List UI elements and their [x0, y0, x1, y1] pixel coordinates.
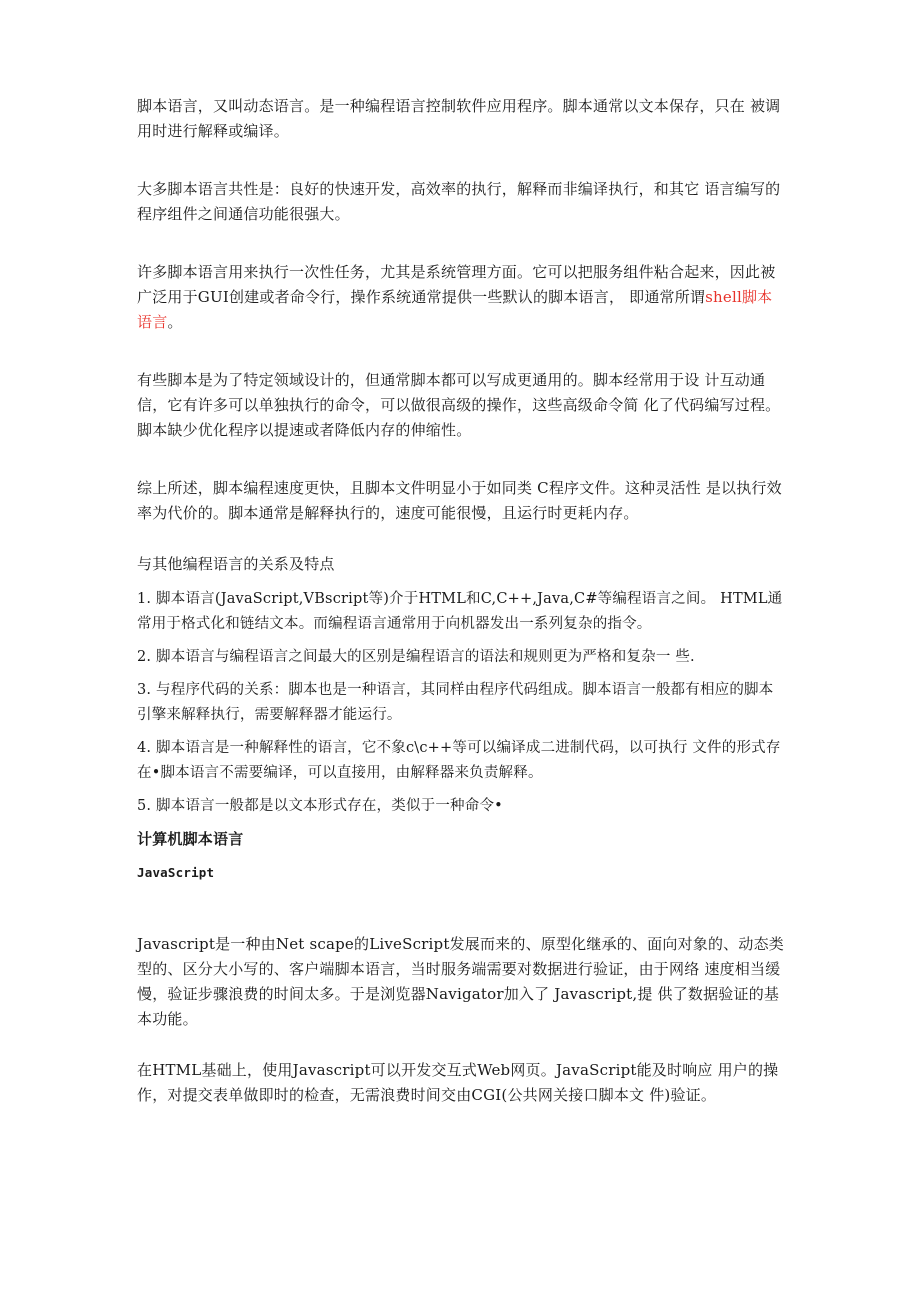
- common-traits-paragraph: 大多脚本语言共性是：良好的快速开发，高效率的执行，解释而非编译执行，和其它 语言编写的程序组件之间通信功能很强大。: [137, 180, 781, 223]
- tasks-paragraph: [137, 260, 787, 335]
- intro-paragraph: 脚本语言，又叫动态语言。是一种编程语言控制软件应用程序。脚本通常以文本保存，只在 被调用时进行解释或编译。: [137, 97, 781, 140]
- document-page: [137, 94, 787, 1141]
- tasks-text: 许多脚本语言用来执行一次性任务，尤其是系统管理方面。它可以把服务组件粘合起来，因此被广泛用于GUI创建或者命令行，操作系统通常提供一些默认的脚本语言， 即通常所谓: [137, 263, 776, 306]
- list-item: 5. 脚本语言一般都是以文本形式存在，类似于一种命令•: [137, 798, 503, 814]
- javascript-paragraph: Javascript是一种由Net scape的LiveScript发展而来的、原型化继承的、面向对象的、动态类型的、区分大小写的、客户端脚本语言，当时服务端需要对数据进行验证，由于网络 速度相当缓慢，验证步骤浪费的时间太多。于是浏览器Navigator加入了 Javascript,提 供了数据验证的基本功能。: [137, 935, 784, 1028]
- list-item: 1. 脚本语言(JavaScript,VBscript等)介于HTML和C,C++,Java,C#等编程语言之间。 HTML通常用于格式化和链结文本。而编程语言通常用于向机器发出一系列复杂的指令。: [137, 591, 783, 632]
- tasks-text-end: 。: [167, 313, 183, 331]
- domain-specific-paragraph: 有些脚本是为了特定领域设计的，但通常脚本都可以写成更通用的。脚本经常用于设 计互动通信，它有许多可以单独执行的命令，可以做很高级的操作，这些高级命令简 化了代码编写过程。脚本缺少优化程序以提速或者降低内存的伸缩性。: [137, 371, 781, 439]
- computer-scripts-heading: 计算机脚本语言: [137, 830, 244, 848]
- list-item: 2. 脚本语言与编程语言之间最大的区别是编程语言的语法和规则更为严格和复杂一 些.: [137, 649, 695, 665]
- summary-paragraph: 综上所述，脚本编程速度更快，且脚本文件明显小于如同类 C程序文件。这种灵活性 是以执行效率为代价的。脚本通常是解释执行的，速度可能很慢，且运行时更耗内存。: [137, 479, 782, 522]
- relations-heading: 与其他编程语言的关系及特点: [137, 555, 335, 573]
- shell-script-highlight: shell脚本语言: [137, 288, 773, 331]
- javascript-subheading: JavaScript: [137, 865, 215, 880]
- list-item: 4. 脚本语言是一种解释性的语言，它不象c\c++等可以编译成二进制代码，以可执行 文件的形式存在•脚本语言不需要编译，可以直接用，由解释器来负责解释。: [137, 740, 781, 781]
- javascript-html-paragraph: 在HTML基础上，使用Javascript可以开发交互式Web网页。JavaScript能及时响应 用户的操作，对提交表单做即时的检查，无需浪费时间交由CGI(公共网关接口脚本文 件)验证。: [137, 1061, 779, 1104]
- list-item: 3. 与程序代码的关系：脚本也是一种语言，其同样由程序代码组成。脚本语言一般都有相应的脚本引擎来解释执行，需要解释器才能运行。: [137, 682, 774, 723]
